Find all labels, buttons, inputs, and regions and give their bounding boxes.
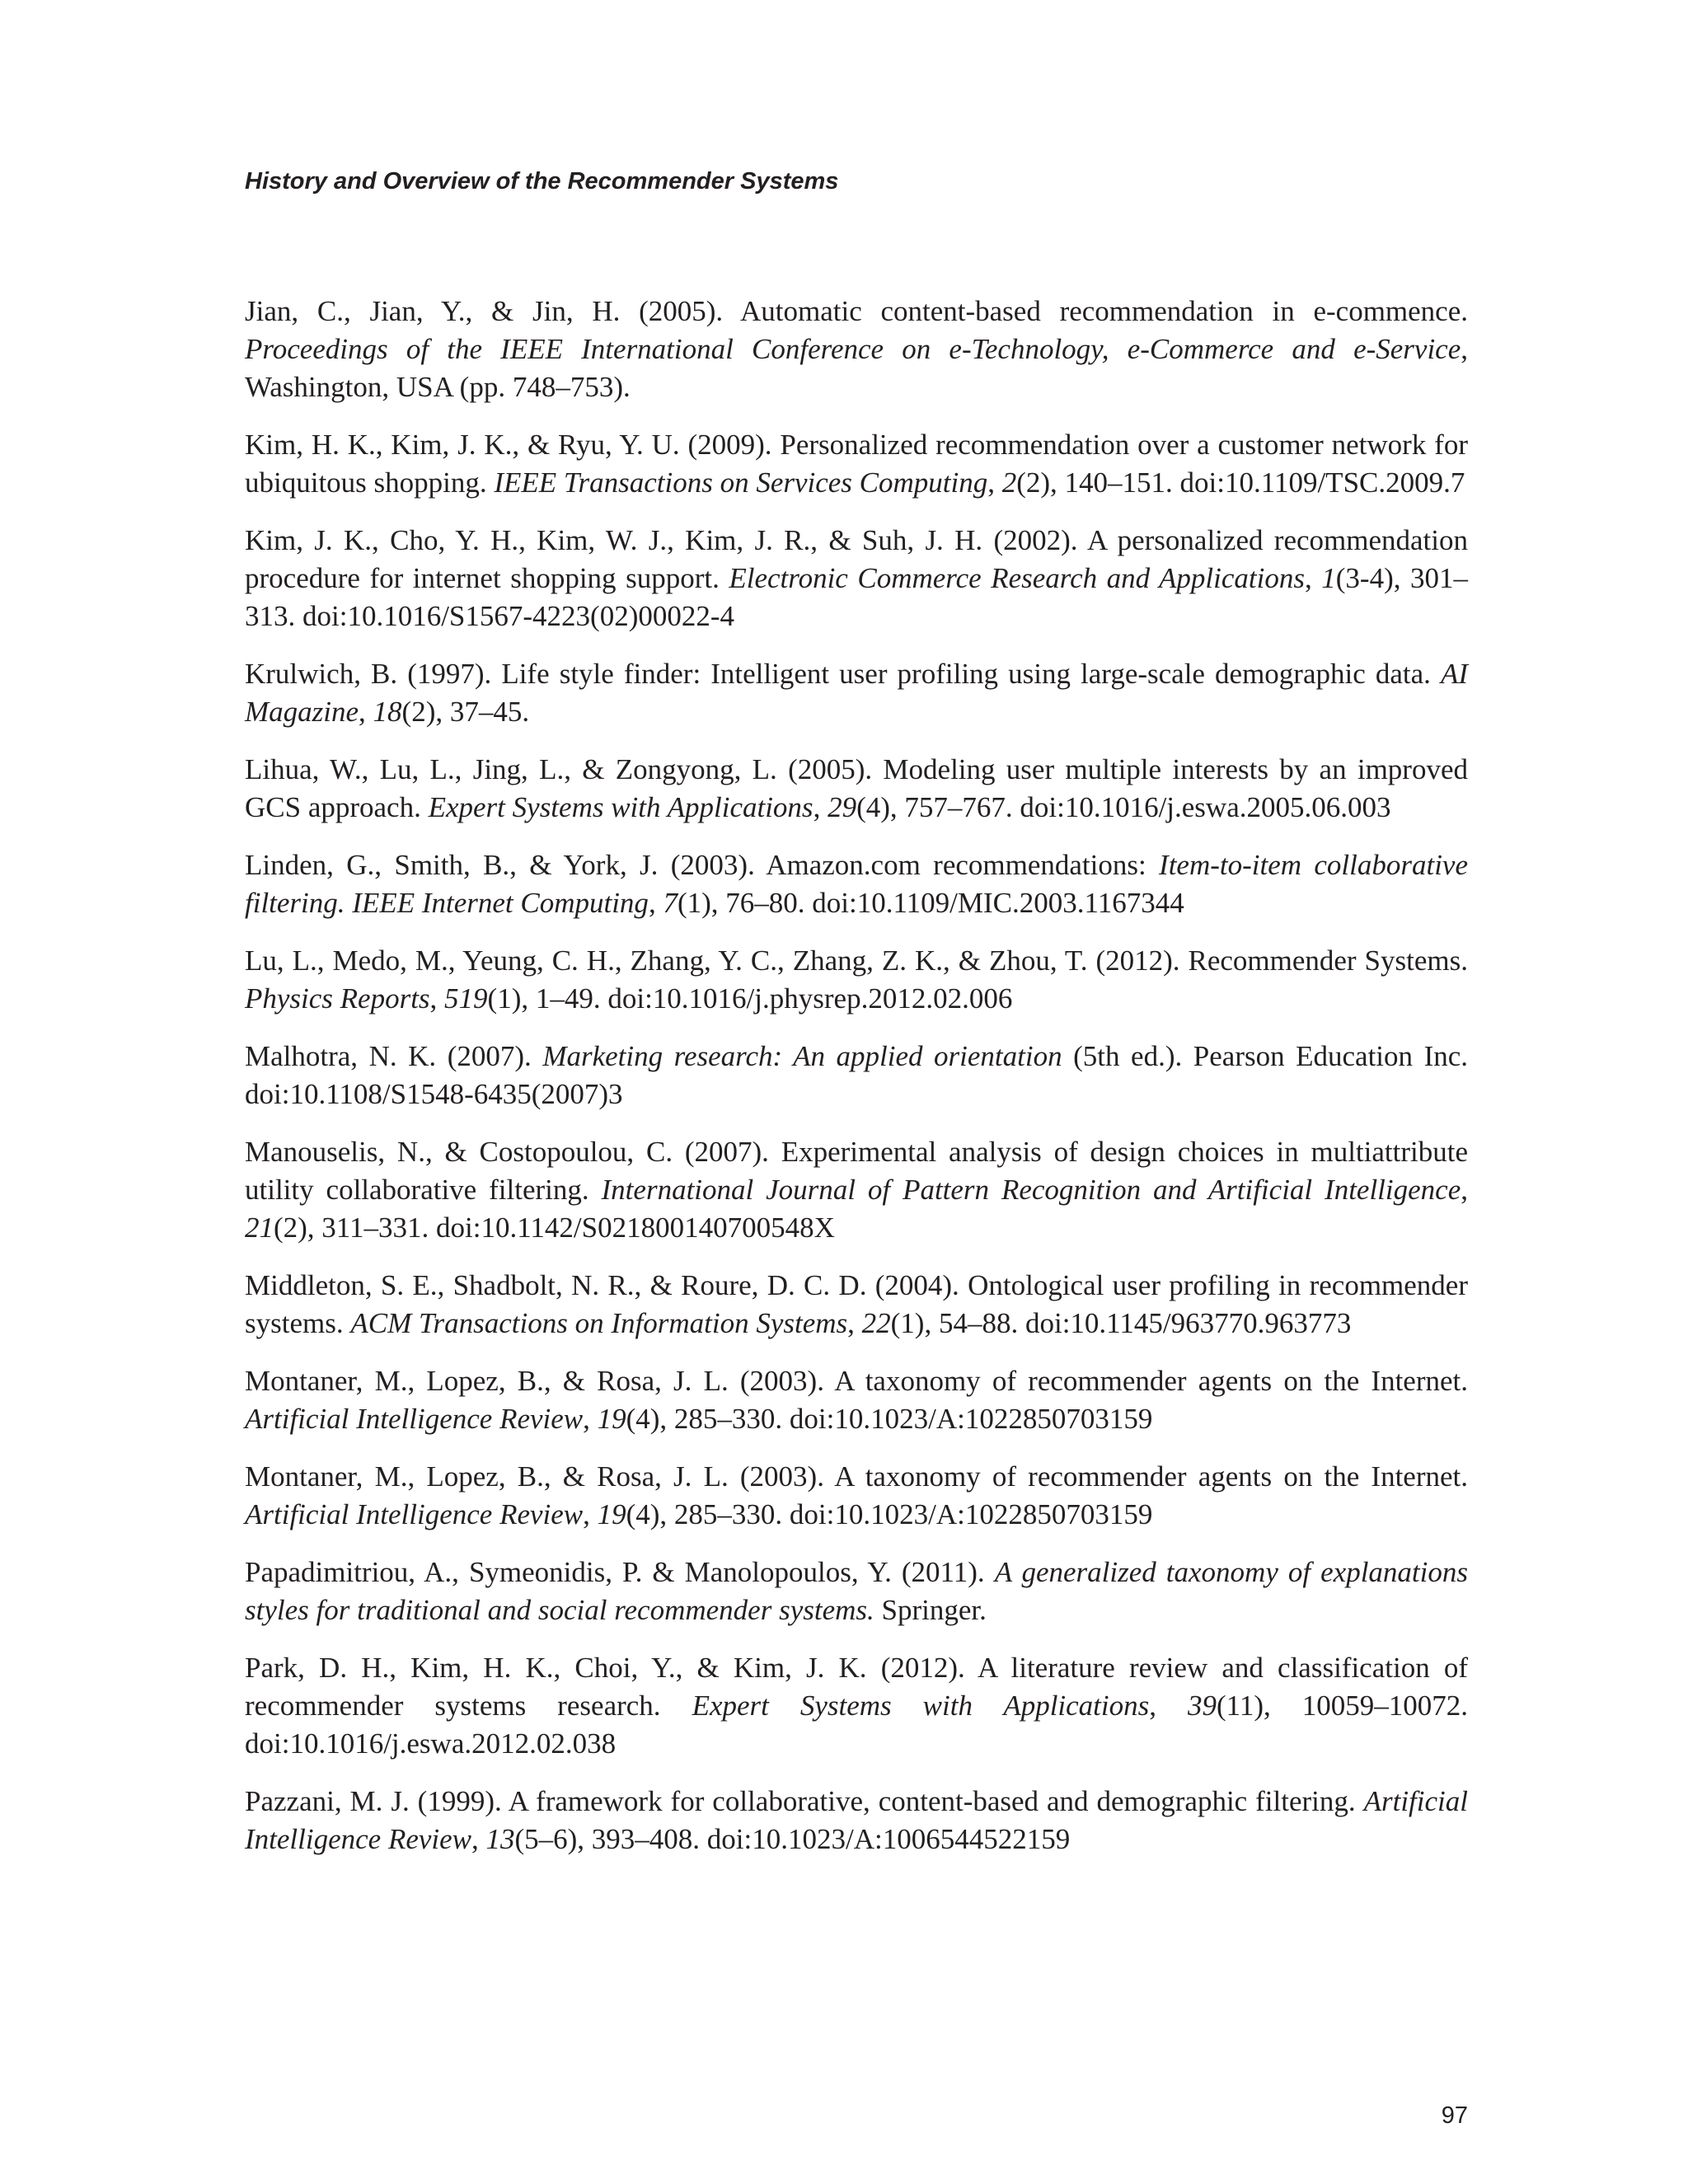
reference-text-segment: ,	[847, 1307, 862, 1339]
reference-italic-segment: Marketing research: An applied orientation	[542, 1040, 1062, 1072]
reference-list	[245, 293, 1468, 1878]
reference-text-segment: (2), 311–331. doi:10.1142/S021800140700548X	[274, 1212, 835, 1244]
reference-text-segment: (5th ed.). Pearson Education Inc. doi:10.1108/S1548-6435(2007)3	[245, 1040, 1469, 1110]
reference-italic-segment: 2	[1001, 466, 1017, 499]
reference-entry	[245, 293, 1468, 406]
reference-italic-segment: 19	[597, 1403, 626, 1435]
reference-text-segment: ,	[471, 1823, 486, 1855]
reference-italic-segment: Electronic Commerce Research and Applications	[729, 562, 1305, 594]
reference-text-segment: Montaner, M., Lopez, B., & Rosa, J. L. (2003). A taxonomy of recommender agents on the Internet.	[245, 1460, 1468, 1493]
reference-text-segment: Lihua, W., Lu, L., Jing, L., & Zongyong, L. (2005). Modeling user multiple interests by an improved GCS approach.	[245, 753, 1468, 823]
reference-text-segment: (2), 37–45.	[401, 696, 530, 728]
reference-entry	[245, 751, 1468, 827]
running-header: History and Overview of the Recommender Systems	[245, 168, 839, 194]
reference-text-segment: Malhotra, N. K. (2007).	[245, 1040, 543, 1072]
reference-text-segment: Middleton, S. E., Shadbolt, N. R., & Roure, D. C. D. (2004). Ontological user profiling in recommender systems.	[245, 1269, 1468, 1339]
page-number: 97	[1441, 2102, 1468, 2129]
reference-text-segment: ,	[1305, 562, 1322, 594]
reference-entry	[245, 1362, 1468, 1438]
reference-text-segment: Jian, C., Jian, Y., & Jin, H. (2005). Automatic content-based recommendation in e-commence.	[245, 295, 1468, 327]
reference-italic-segment: Physics Reports	[245, 982, 430, 1015]
reference-italic-segment: 7	[663, 887, 678, 919]
reference-text-segment: ,	[359, 696, 373, 728]
reference-entry	[245, 1038, 1468, 1113]
reference-text-segment: ,	[583, 1498, 598, 1530]
reference-italic-segment: Expert Systems with Applications	[428, 791, 814, 823]
reference-entry	[245, 655, 1468, 731]
reference-text-segment: (1), 54–88. doi:10.1145/963770.963773	[890, 1307, 1352, 1339]
reference-entry	[245, 1783, 1468, 1858]
reference-text-segment: Pazzani, M. J. (1999). A framework for collaborative, content-based and demographic filtering.	[245, 1785, 1364, 1817]
reference-text-segment: (4), 285–330. doi:10.1023/A:1022850703159	[626, 1498, 1153, 1530]
reference-text-segment: Lu, L., Medo, M., Yeung, C. H., Zhang, Y. C., Zhang, Z. K., & Zhou, T. (2012). Recommender Systems.	[245, 944, 1468, 977]
reference-italic-segment: 1	[1321, 562, 1336, 594]
reference-italic-segment: International Journal of Pattern Recognition and Artificial Intelligence	[601, 1174, 1461, 1206]
reference-italic-segment: Artificial Intelligence Review	[245, 1403, 584, 1435]
reference-italic-segment: 19	[597, 1498, 626, 1530]
reference-text-segment: Montaner, M., Lopez, B., & Rosa, J. L. (2003). A taxonomy of recommender agents on the Internet.	[245, 1365, 1468, 1397]
reference-entry	[245, 942, 1468, 1018]
reference-text-segment: Park, D. H., Kim, H. K., Choi, Y., & Kim, J. K. (2012). A literature review and classification of recommender systems research.	[245, 1652, 1468, 1722]
reference-italic-segment: 13	[485, 1823, 515, 1855]
reference-italic-segment: 22	[861, 1307, 891, 1339]
reference-italic-segment: 18	[373, 696, 402, 728]
reference-text-segment: ,	[987, 466, 1002, 499]
reference-text-segment: Springer.	[874, 1594, 987, 1626]
reference-entry	[245, 1133, 1468, 1247]
reference-italic-segment: Item-to-item collaborative filtering. IEEE Internet Computing	[245, 849, 1468, 919]
reference-entry	[245, 1554, 1468, 1629]
reference-text-segment: (2), 140–151. doi:10.1109/TSC.2009.7	[1016, 466, 1465, 499]
reference-italic-segment: 21	[245, 1212, 274, 1244]
reference-italic-segment: Expert Systems with Applications	[692, 1690, 1150, 1722]
reference-text-segment: (4), 285–330. doi:10.1023/A:1022850703159	[626, 1403, 1153, 1435]
reference-text-segment: (4), 757–767. doi:10.1016/j.eswa.2005.06.003	[856, 791, 1391, 823]
reference-text-segment: ,	[1461, 1174, 1468, 1206]
reference-text-segment: Kim, H. K., Kim, J. K., & Ryu, Y. U. (2009). Personalized recommendation over a customer network for ubiquitous shopping.	[245, 429, 1468, 499]
reference-text-segment: (1), 1–49. doi:10.1016/j.physrep.2012.02.006	[487, 982, 1013, 1015]
reference-text-segment: ,	[813, 791, 828, 823]
reference-italic-segment: Proceedings of the IEEE International Conference on e-Technology, e-Commerce and e-Service	[245, 333, 1461, 365]
reference-italic-segment: A generalized taxonomy of explanations styles for traditional and social recommender systems.	[245, 1556, 1468, 1626]
reference-italic-segment: 519	[444, 982, 488, 1015]
reference-entry	[245, 1458, 1468, 1534]
reference-text-segment: (1), 76–80. doi:10.1109/MIC.2003.1167344	[677, 887, 1184, 919]
reference-entry	[245, 426, 1468, 502]
reference-text-segment: , Washington, USA (pp. 748–753).	[245, 333, 1468, 403]
reference-text-segment: (3-4), 301–313. doi:10.1016/S1567-4223(02)00022-4	[245, 562, 1469, 632]
reference-text-segment: (5–6), 393–408. doi:10.1023/A:1006544522159	[514, 1823, 1071, 1855]
reference-text-segment: (11), 10059–10072. doi:10.1016/j.eswa.2012.02.038	[245, 1690, 1469, 1760]
reference-italic-segment: Artificial Intelligence Review	[245, 1498, 584, 1530]
reference-entry	[245, 1649, 1468, 1763]
reference-entry	[245, 1267, 1468, 1343]
reference-text-segment: ,	[583, 1403, 598, 1435]
reference-text-segment: Manouselis, N., & Costopoulou, C. (2007). Experimental analysis of design choices in multiattribute utility collaborative filtering.	[245, 1136, 1468, 1206]
reference-italic-segment: ACM Transactions on Information Systems	[350, 1307, 848, 1339]
reference-italic-segment: IEEE Transactions on Services Computing	[494, 466, 988, 499]
reference-text-segment: Krulwich, B. (1997). Life style finder: Intelligent user profiling using large-scale demographic data.	[245, 658, 1441, 690]
reference-text-segment: ,	[429, 982, 445, 1015]
reference-text-segment: ,	[1149, 1690, 1188, 1722]
reference-text-segment: Linden, G., Smith, B., & York, J. (2003). Amazon.com recommendations:	[245, 849, 1160, 881]
reference-italic-segment: Artificial Intelligence Review	[245, 1785, 1468, 1855]
reference-italic-segment: 29	[828, 791, 857, 823]
reference-italic-segment: 39	[1188, 1690, 1217, 1722]
reference-entry	[245, 846, 1468, 922]
reference-text-segment: ,	[648, 887, 663, 919]
reference-text-segment: Papadimitriou, A., Symeonidis, P. & Manolopoulos, Y. (2011).	[245, 1556, 995, 1588]
reference-entry	[245, 522, 1468, 635]
reference-text-segment: Kim, J. K., Cho, Y. H., Kim, W. J., Kim, J. R., & Suh, J. H. (2002). A personalized recommendation procedure for internet shopping support.	[245, 524, 1468, 594]
reference-italic-segment: AI Magazine	[245, 658, 1468, 728]
